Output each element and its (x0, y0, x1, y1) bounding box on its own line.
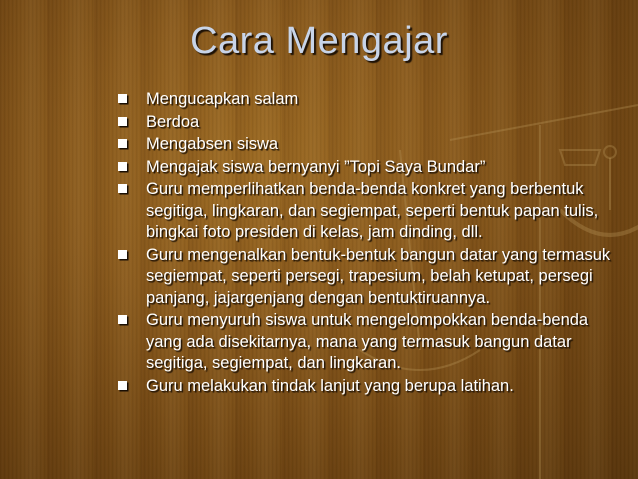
list-item (118, 310, 618, 375)
list-item-text: Guru melakukan tindak lanjut yang berupa latihan. (146, 376, 514, 395)
square-bullet-icon (118, 315, 127, 324)
list-item-text: Mengajak siswa bernyanyi ”Topi Saya Bundar” (146, 157, 486, 176)
square-bullet-icon (118, 117, 127, 126)
list-item (118, 89, 618, 111)
list-item (118, 179, 618, 244)
list-item-text: Guru menyuruh siswa untuk mengelompokkan benda-benda yang ada disekitarnya, mana yang termasuk bangun datar segitiga, segiempat, dan lingkaran. (146, 311, 589, 372)
list-item-text: Mengabsen siswa (146, 135, 279, 153)
list-item (118, 112, 618, 134)
list-item (118, 157, 618, 179)
list-item-text: Mengucapkan salam (146, 90, 299, 108)
list-item-text: Guru mengenalkan bentuk-bentuk bangun datar yang termasuk segiempat, seperti persegi, trapesium, belah ketupat, persegi panjang, jajargenjang dengan bentuktiruannya. (146, 245, 611, 307)
list-item (118, 245, 618, 310)
slide-title: Cara Mengajar (190, 20, 448, 62)
square-bullet-icon (118, 139, 127, 148)
list-item-text: Berdoa (146, 112, 200, 131)
square-bullet-icon (118, 162, 127, 171)
list-item (118, 134, 618, 156)
list-item (118, 376, 618, 398)
square-bullet-icon (118, 381, 127, 390)
square-bullet-icon (118, 94, 127, 103)
square-bullet-icon (118, 250, 127, 259)
list-item-text: Guru memperlihatkan benda-benda konkret yang berbentuk segitiga, lingkaran, dan segiempat, seperti bentuk papan tulis, bingkai foto presiden di kelas, jam dinding, dll. (146, 180, 599, 241)
square-bullet-icon (118, 184, 127, 193)
bullet-list (118, 89, 618, 398)
